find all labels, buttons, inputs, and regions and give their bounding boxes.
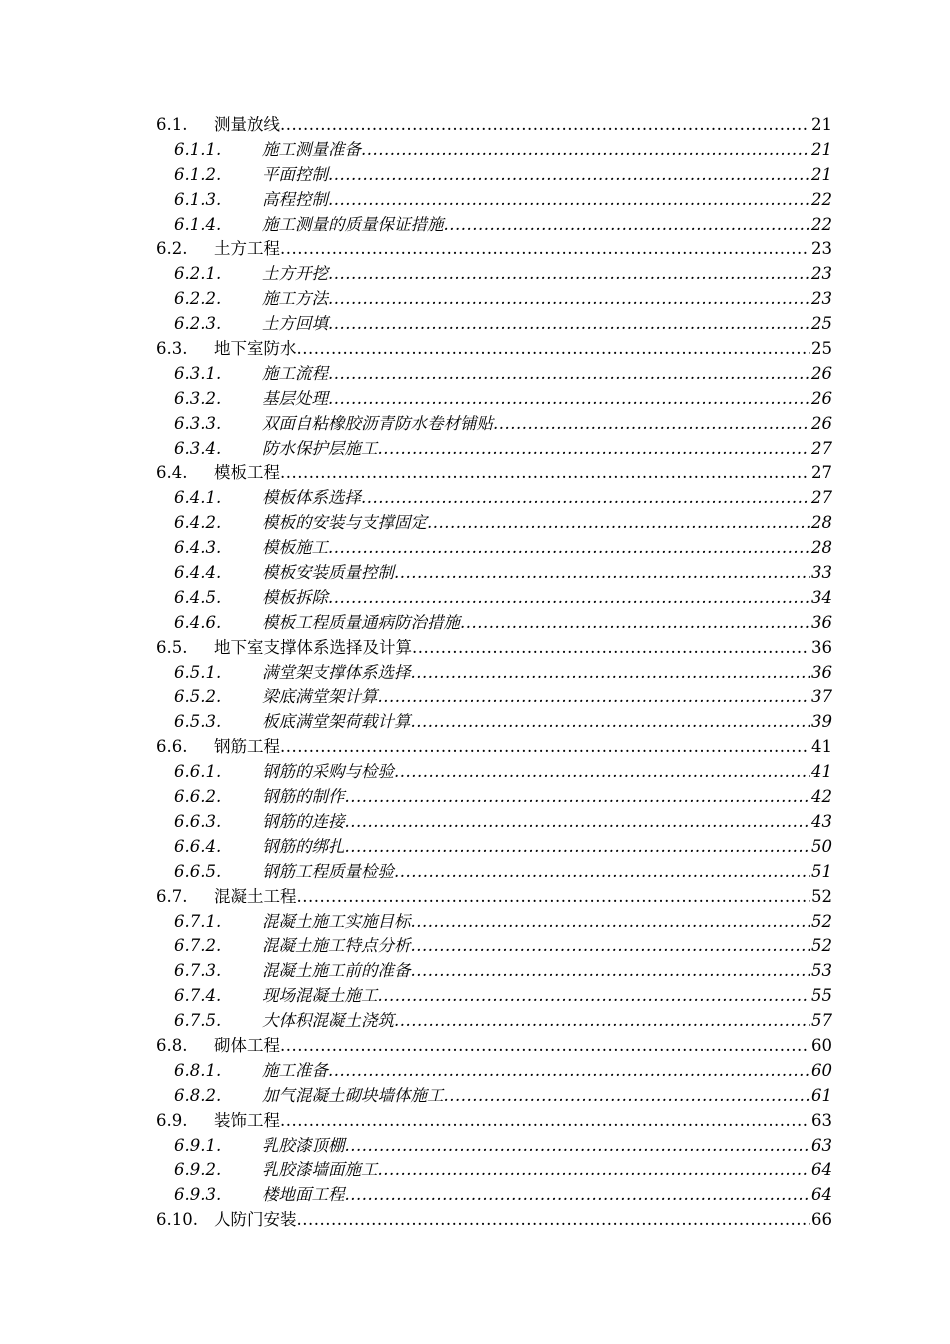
toc-dot-leader <box>328 312 810 337</box>
toc-entry-subsection[interactable] <box>156 685 832 710</box>
toc-entry-title: 钢筋工程 <box>214 737 280 757</box>
toc-entry-number: 6.1.2. <box>174 164 222 184</box>
table-of-contents <box>156 113 832 1233</box>
toc-entry-title: 混凝土施工实施目标 <box>262 911 411 931</box>
toc-entry-page-number: 26 <box>811 413 832 433</box>
toc-entry-page-number: 52 <box>811 911 832 931</box>
toc-dot-leader <box>394 860 810 885</box>
toc-entry-number: 6.4.1. <box>174 488 222 508</box>
toc-entry-subsection[interactable] <box>156 437 832 462</box>
toc-entry-subsection[interactable] <box>156 785 832 810</box>
toc-dot-leader <box>328 586 810 611</box>
toc-entry-subsection[interactable] <box>156 287 832 312</box>
toc-entry-page-number: 25 <box>811 314 832 334</box>
toc-dot-leader <box>493 412 810 437</box>
toc-entry-page-number: 50 <box>811 836 832 856</box>
toc-entry-subsection[interactable] <box>156 835 832 860</box>
toc-entry-title: 土方开挖 <box>262 264 328 284</box>
toc-entry-page-number: 57 <box>811 1011 832 1031</box>
toc-entry-page-number: 60 <box>811 1035 832 1055</box>
toc-entry-title: 钢筋的连接 <box>262 811 345 831</box>
toc-entry-number: 6.9.2. <box>174 1160 222 1180</box>
toc-entry-page-number: 28 <box>811 513 832 533</box>
toc-entry-number: 6.3.2. <box>174 388 222 408</box>
toc-entry-page-number: 39 <box>811 712 832 732</box>
toc-entry-number: 6.7.5. <box>174 1011 222 1031</box>
toc-entry-page-number: 64 <box>811 1185 832 1205</box>
toc-entry-page-number: 60 <box>811 1060 832 1080</box>
toc-entry-page-number: 53 <box>811 961 832 981</box>
toc-entry-section[interactable] <box>156 1208 832 1233</box>
toc-dot-leader <box>411 910 811 935</box>
toc-entry-page-number: 64 <box>811 1160 832 1180</box>
toc-entry-page-number: 42 <box>811 787 832 807</box>
toc-entry-title: 土方回填 <box>262 314 328 334</box>
toc-entry-title: 满堂架支撑体系选择 <box>262 662 411 682</box>
toc-entry-number: 6.5.1. <box>174 662 222 682</box>
toc-entry-subsection[interactable] <box>156 1134 832 1159</box>
toc-entry-subsection[interactable] <box>156 412 832 437</box>
toc-entry-number: 6.4.4. <box>174 563 222 583</box>
toc-entry-title: 模板拆除 <box>262 587 328 607</box>
toc-entry-number: 6.4.2. <box>174 513 222 533</box>
toc-dot-leader <box>328 262 810 287</box>
toc-entry-page-number: 41 <box>811 737 832 757</box>
toc-entry-page-number: 36 <box>811 612 832 632</box>
toc-entry-number: 6.5. <box>156 637 188 657</box>
toc-entry-page-number: 66 <box>811 1210 832 1230</box>
toc-dot-leader <box>345 1134 811 1159</box>
toc-dot-leader <box>297 885 811 910</box>
toc-entry-subsection[interactable] <box>156 138 832 163</box>
toc-entry-subsection[interactable] <box>156 860 832 885</box>
toc-entry-page-number: 21 <box>811 164 832 184</box>
toc-entry-page-number: 52 <box>811 886 832 906</box>
toc-dot-leader <box>280 113 810 138</box>
toc-entry-title: 加气混凝土砌块墙体施工 <box>262 1085 444 1105</box>
toc-entry-number: 6.3.3. <box>174 413 222 433</box>
toc-entry-title: 现场混凝土施工 <box>262 986 378 1006</box>
toc-entry-title: 混凝土工程 <box>214 886 297 906</box>
toc-entry-page-number: 26 <box>811 363 832 383</box>
toc-entry-page-number: 55 <box>811 986 832 1006</box>
toc-entry-number: 6.8.2. <box>174 1085 222 1105</box>
toc-entry-title: 大体积混凝土浇筑 <box>262 1011 394 1031</box>
toc-entry-number: 6.7.4. <box>174 986 222 1006</box>
toc-entry-number: 6.3. <box>156 339 188 359</box>
toc-entry-number: 6.2.2. <box>174 289 222 309</box>
toc-entry-page-number: 63 <box>811 1135 832 1155</box>
toc-entry-page-number: 27 <box>811 438 832 458</box>
toc-entry-title: 施工测量的质量保证措施 <box>262 214 444 234</box>
toc-entry-subsection[interactable] <box>156 1183 832 1208</box>
toc-entry-subsection[interactable] <box>156 1084 832 1109</box>
toc-entry-title: 钢筋的绑扎 <box>262 836 345 856</box>
toc-entry-page-number: 61 <box>811 1085 832 1105</box>
toc-entry-section[interactable] <box>156 636 832 661</box>
toc-entry-subsection[interactable] <box>156 810 832 835</box>
toc-dot-leader <box>345 835 811 860</box>
toc-entry-number: 6.1. <box>156 115 188 134</box>
toc-entry-page-number: 43 <box>811 811 832 831</box>
toc-entry-number: 6.7.3. <box>174 961 222 981</box>
toc-dot-leader <box>361 138 810 163</box>
toc-entry-title: 梁底满堂架计算 <box>262 687 378 707</box>
toc-entry-subsection[interactable] <box>156 934 832 959</box>
toc-entry-page-number: 22 <box>811 214 832 234</box>
toc-entry-page-number: 23 <box>811 239 832 259</box>
toc-entry-number: 6.6.5. <box>174 861 222 881</box>
toc-entry-page-number: 28 <box>811 538 832 558</box>
toc-dot-leader <box>411 934 811 959</box>
toc-entry-section[interactable] <box>156 237 832 262</box>
toc-entry-page-number: 21 <box>811 139 832 159</box>
toc-entry-subsection[interactable] <box>156 262 832 287</box>
toc-dot-leader <box>444 213 811 238</box>
toc-entry-subsection[interactable] <box>156 188 832 213</box>
toc-entry-title: 施工准备 <box>262 1060 328 1080</box>
toc-entry-title: 高程控制 <box>262 189 328 209</box>
toc-dot-leader <box>345 785 811 810</box>
toc-dot-leader <box>345 1183 811 1208</box>
toc-entry-page-number: 23 <box>811 289 832 309</box>
toc-entry-subsection[interactable] <box>156 163 832 188</box>
toc-dot-leader <box>280 461 810 486</box>
toc-entry-subsection[interactable] <box>156 984 832 1009</box>
toc-entry-number: 6.6.2. <box>174 787 222 807</box>
toc-entry-page-number: 36 <box>811 637 832 657</box>
toc-entry-title: 模板施工 <box>262 538 328 558</box>
toc-entry-subsection[interactable] <box>156 611 832 636</box>
toc-entry-number: 6.7. <box>156 886 188 906</box>
toc-entry-subsection[interactable] <box>156 486 832 511</box>
toc-entry-number: 6.4. <box>156 463 188 483</box>
toc-entry-number: 6.7.2. <box>174 936 222 956</box>
toc-entry-number: 6.2.3. <box>174 314 222 334</box>
toc-entry-title: 施工流程 <box>262 363 328 383</box>
toc-entry-number: 6.8. <box>156 1035 188 1055</box>
toc-dot-leader <box>328 1059 810 1084</box>
toc-dot-leader <box>378 685 811 710</box>
toc-dot-leader <box>378 1158 811 1183</box>
toc-entry-page-number: 27 <box>811 488 832 508</box>
toc-entry-title: 测量放线 <box>214 115 280 134</box>
toc-entry-page-number: 22 <box>811 189 832 209</box>
toc-dot-leader <box>280 1109 810 1134</box>
toc-dot-leader <box>280 735 810 760</box>
toc-entry-subsection[interactable] <box>156 362 832 387</box>
toc-entry-number: 6.9.3. <box>174 1185 222 1205</box>
toc-entry-number: 6.1.4. <box>174 214 222 234</box>
toc-dot-leader <box>411 710 811 735</box>
toc-entry-page-number: 37 <box>811 687 832 707</box>
toc-dot-leader <box>328 287 810 312</box>
toc-entry-page-number: 41 <box>811 762 832 782</box>
toc-entry-title: 人防门安装 <box>214 1210 297 1230</box>
toc-entry-subsection[interactable] <box>156 561 832 586</box>
toc-entry-number: 6.7.1. <box>174 911 222 931</box>
toc-entry-section[interactable] <box>156 1109 832 1134</box>
toc-entry-title: 钢筋工程质量检验 <box>262 861 394 881</box>
toc-entry-section[interactable] <box>156 337 832 362</box>
toc-entry-title: 施工方法 <box>262 289 328 309</box>
toc-entry-page-number: 23 <box>811 264 832 284</box>
toc-entry-title: 土方工程 <box>214 239 280 259</box>
toc-dot-leader <box>460 611 810 636</box>
toc-entry-number: 6.3.4. <box>174 438 222 458</box>
toc-dot-leader <box>394 561 810 586</box>
toc-dot-leader <box>328 362 810 387</box>
toc-entry-title: 乳胶漆顶棚 <box>262 1135 345 1155</box>
toc-entry-section[interactable] <box>156 461 832 486</box>
toc-entry-page-number: 51 <box>811 861 832 881</box>
toc-dot-leader <box>361 486 810 511</box>
toc-entry-number: 6.6.1. <box>174 762 222 782</box>
toc-entry-subsection[interactable] <box>156 910 832 935</box>
toc-dot-leader <box>411 959 811 984</box>
toc-entry-title: 地下室防水 <box>214 339 297 359</box>
toc-entry-page-number: 27 <box>811 463 832 483</box>
toc-entry-subsection[interactable] <box>156 710 832 735</box>
toc-entry-page-number: 25 <box>811 339 832 359</box>
toc-entry-subsection[interactable] <box>156 1009 832 1034</box>
toc-dot-leader <box>297 1208 811 1233</box>
toc-entry-number: 6.9. <box>156 1110 188 1130</box>
toc-dot-leader <box>412 636 810 661</box>
toc-entry-number: 6.5.2. <box>174 687 222 707</box>
toc-entry-subsection[interactable] <box>156 511 832 536</box>
toc-dot-leader <box>427 511 810 536</box>
toc-dot-leader <box>280 237 810 262</box>
toc-entry-title: 施工测量准备 <box>262 139 361 159</box>
toc-dot-leader <box>328 387 810 412</box>
toc-entry-title: 模板安装质量控制 <box>262 563 394 583</box>
toc-entry-title: 防水保护层施工 <box>262 438 378 458</box>
toc-entry-section[interactable] <box>156 1034 832 1059</box>
toc-entry-subsection[interactable] <box>156 536 832 561</box>
toc-dot-leader <box>411 661 811 686</box>
toc-entry-subsection[interactable] <box>156 760 832 785</box>
toc-entry-number: 6.5.3. <box>174 712 222 732</box>
toc-entry-number: 6.6.3. <box>174 811 222 831</box>
toc-entry-page-number: 33 <box>811 563 832 583</box>
toc-entry-number: 6.2.1. <box>174 264 222 284</box>
toc-entry-subsection[interactable] <box>156 1059 832 1084</box>
toc-entry-title: 板底满堂架荷载计算 <box>262 712 411 732</box>
toc-entry-title: 模板工程 <box>214 463 280 483</box>
toc-entry-title: 乳胶漆墙面施工 <box>262 1160 378 1180</box>
toc-entry-subsection[interactable] <box>156 213 832 238</box>
toc-entry-subsection[interactable] <box>156 586 832 611</box>
toc-entry-page-number: 34 <box>811 587 832 607</box>
toc-dot-leader <box>328 188 810 213</box>
toc-entry-section[interactable] <box>156 885 832 910</box>
toc-entry-subsection[interactable] <box>156 1158 832 1183</box>
toc-entry-page-number: 36 <box>811 662 832 682</box>
toc-entry-title: 装饰工程 <box>214 1110 280 1130</box>
toc-dot-leader <box>394 1009 810 1034</box>
toc-dot-leader <box>394 760 810 785</box>
toc-entry-section[interactable] <box>156 113 832 138</box>
toc-entry-title: 混凝土施工前的准备 <box>262 961 411 981</box>
toc-entry-title: 楼地面工程 <box>262 1185 345 1205</box>
toc-entry-page-number: 21 <box>811 115 832 134</box>
toc-entry-title: 混凝土施工特点分析 <box>262 936 411 956</box>
toc-entry-title: 模板体系选择 <box>262 488 361 508</box>
toc-entry-subsection[interactable] <box>156 387 832 412</box>
toc-entry-title: 地下室支撑体系选择及计算 <box>214 637 412 657</box>
toc-entry-page-number: 52 <box>811 936 832 956</box>
toc-dot-leader <box>328 163 810 188</box>
toc-dot-leader <box>297 337 811 362</box>
toc-entry-number: 6.8.1. <box>174 1060 222 1080</box>
toc-entry-number: 6.4.3. <box>174 538 222 558</box>
toc-entry-number: 6.1.3. <box>174 189 222 209</box>
toc-dot-leader <box>378 437 811 462</box>
toc-entry-title: 模板工程质量通病防治措施 <box>262 612 460 632</box>
toc-entry-number: 6.10. <box>156 1210 198 1230</box>
toc-entry-subsection[interactable] <box>156 661 832 686</box>
toc-entry-title: 钢筋的采购与检验 <box>262 762 394 782</box>
toc-entry-number: 6.4.5. <box>174 587 222 607</box>
toc-dot-leader <box>280 1034 810 1059</box>
toc-dot-leader <box>444 1084 811 1109</box>
toc-entry-page-number: 63 <box>811 1110 832 1130</box>
toc-entry-title: 钢筋的制作 <box>262 787 345 807</box>
toc-entry-title: 基层处理 <box>262 388 328 408</box>
toc-entry-section[interactable] <box>156 735 832 760</box>
toc-entry-title: 砌体工程 <box>214 1035 280 1055</box>
toc-dot-leader <box>345 810 811 835</box>
toc-entry-title: 模板的安装与支撑固定 <box>262 513 427 533</box>
toc-entry-page-number: 26 <box>811 388 832 408</box>
toc-entry-subsection[interactable] <box>156 312 832 337</box>
toc-entry-number: 6.2. <box>156 239 188 259</box>
toc-entry-number: 6.4.6. <box>174 612 222 632</box>
toc-entry-number: 6.6. <box>156 737 188 757</box>
toc-dot-leader <box>378 984 811 1009</box>
toc-entry-number: 6.6.4. <box>174 836 222 856</box>
toc-entry-number: 6.1.1. <box>174 139 222 159</box>
toc-entry-number: 6.3.1. <box>174 363 222 383</box>
toc-entry-title: 平面控制 <box>262 164 328 184</box>
toc-entry-title: 双面自粘橡胶沥青防水卷材铺贴 <box>262 413 493 433</box>
toc-entry-number: 6.9.1. <box>174 1135 222 1155</box>
toc-entry-subsection[interactable] <box>156 959 832 984</box>
toc-dot-leader <box>328 536 810 561</box>
